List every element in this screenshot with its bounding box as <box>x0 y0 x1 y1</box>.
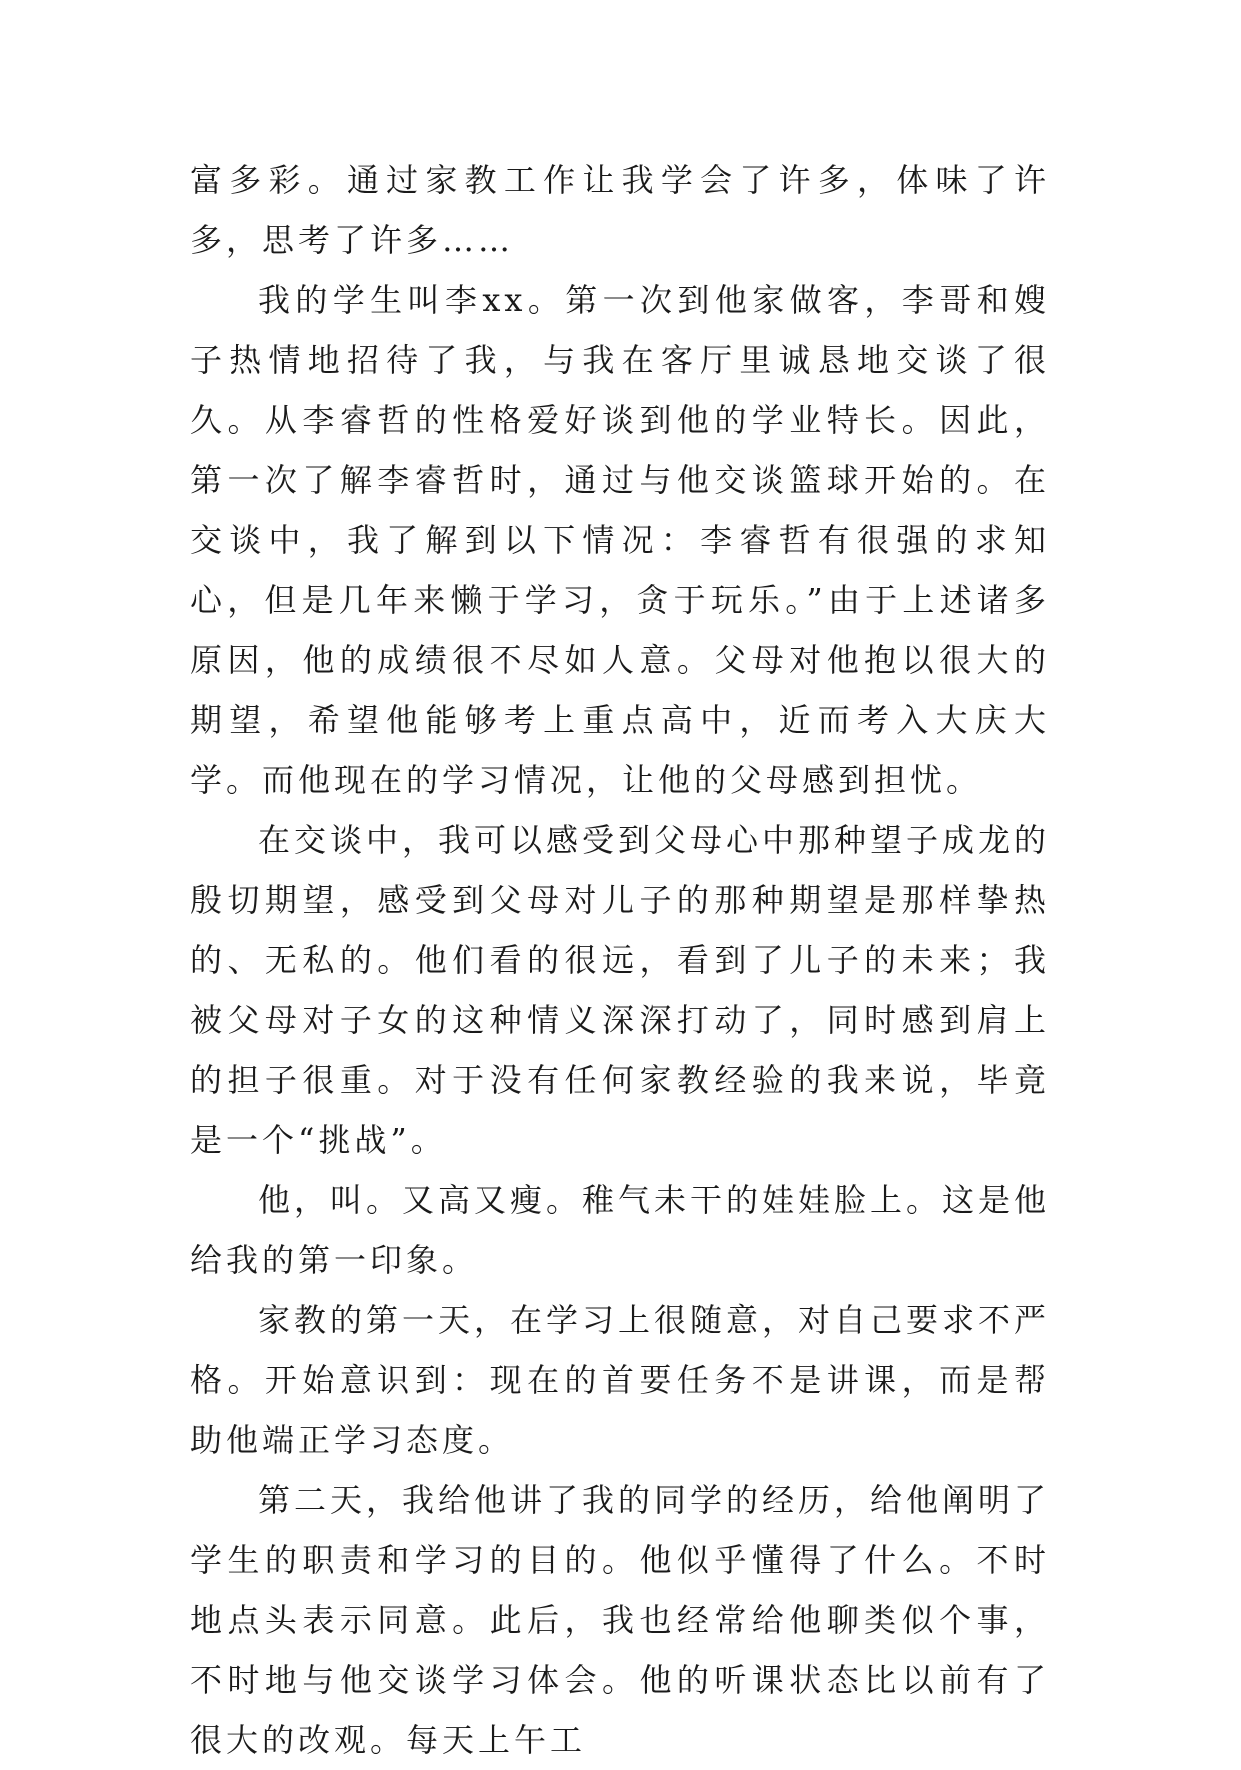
paragraph-3: 在交谈中，我可以感受到父母心中那种望子成龙的殷切期望，感受到父母对儿子的那种期望是那样挚热的、无私的。他们看的很远，看到了儿子的未来；我被父母对子女的这种情义深深打动了，同时感到肩上的担子很重。对于没有任何家教经验的我来说，毕竟是一个“挑战”。 <box>190 821 1051 1159</box>
body-text <box>190 150 1050 1770</box>
paragraph-2: 我的学生叫李xx。第一次到他家做客，李哥和嫂子热情地招待了我，与我在客厅里诚恳地交谈了很久。从李睿哲的性格爱好谈到他的学业特长。因此，第一次了解李睿哲时，通过与他交谈篮球开始的。在交谈中，我了解到以下情况：李睿哲有很强的求知心，但是几年来懒于学习，贪于玩乐。”由于上述诸多原因，他的成绩很不尽如人意。父母对他抱以很大的期望，希望他能够考上重点高中，近而考入大庆大学。而他现在的学习情况，让他的父母感到担忧。 <box>190 281 1050 799</box>
paragraph-1: 富多彩。通过家教工作让我学会了许多，体味了许多，思考了许多…… <box>190 161 1050 259</box>
paragraph-4: 他，叫。又高又瘦。稚气未干的娃娃脸上。这是他给我的第一印象。 <box>190 1181 1051 1279</box>
paragraph-6: 第二天，我给他讲了我的同学的经历，给他阐明了学生的职责和学习的目的。他似乎懂得了什么。不时地点头表示同意。此后，我也经常给他聊类似个事，不时地与他交谈学习体会。他的听课状态比以前有了很大的改观。每天上午工 <box>190 1481 1051 1759</box>
paragraph-5: 家教的第一天，在学习上很随意，对自己要求不严格。开始意识到：现在的首要任务不是讲课，而是帮助他端正学习态度。 <box>190 1301 1051 1459</box>
